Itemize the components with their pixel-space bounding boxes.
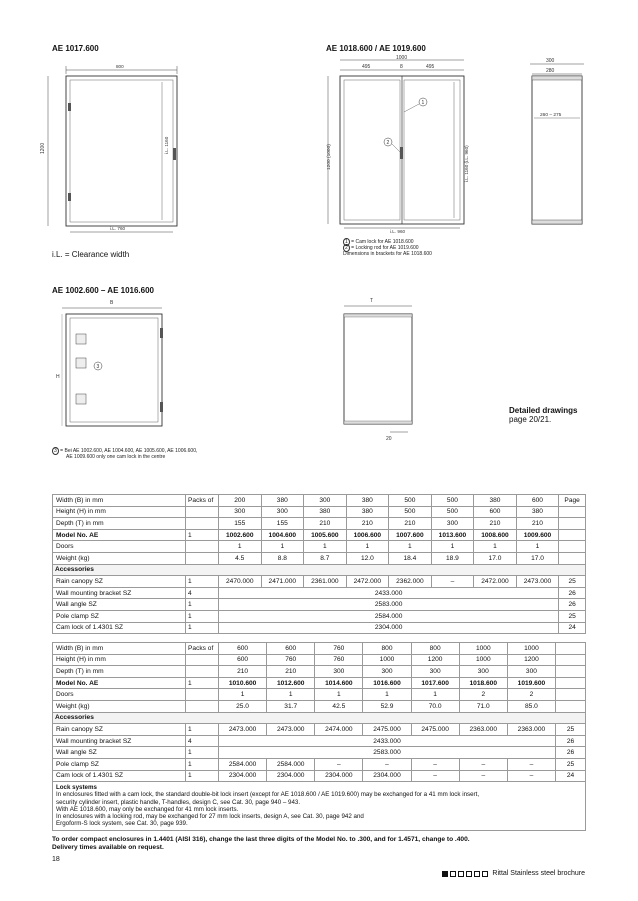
table-row: Pole clamp SZ 1 2584.000 25 xyxy=(53,610,586,622)
table-row: Wall angle SZ 1 2583.000 26 xyxy=(53,747,586,759)
square-icon xyxy=(450,871,456,877)
dim-right: 495 xyxy=(426,64,435,70)
square-icon xyxy=(466,871,472,877)
notes-right xyxy=(343,239,432,258)
dim-t: T xyxy=(370,298,374,304)
dim-height: 1200 (1000) xyxy=(327,144,332,170)
table-row: Height (H) in mm 600 760 760 1000 1200 1000 1200 xyxy=(53,654,586,666)
lock-line: In enclosures with a locking rod, may be exchanged for 27 mm lock inserts, design A, see Cat. 30, page 942 and xyxy=(56,813,364,821)
drawing-ae-1017-front xyxy=(40,58,190,238)
marker-2: 2 xyxy=(386,140,390,146)
drawing-ae-1002-front xyxy=(40,298,170,438)
table-row: Rain canopy SZ 1 2473.000 2473.000 2474.000 2475.000 2475.000 2363.000 2363.000 25 xyxy=(53,724,586,736)
square-icon xyxy=(482,871,488,877)
spec-table-2: Width (B) in mm Packs of 600 600 760 800 800 1000 1000 Height (H) in mm 600 760 760 1000 1200 1000 1200 Depth (T) in mm 210 210 300 300 300 300 300 Model No. AE 1 1010.600 1012.600 1014.600 1016.600 1017.600 1018.600 1019.600 Doors 1 1 1 1 1 2 2 Weight (kg) 25.0 31.7 42.5 52.9 70.0 71.0 85.0 Accessories Rain canopy SZ 1 2473.000 2473.000 2474.000 2475.000 2475.000 2363.000 2363.000 25 Wall mounting bracket SZ 4 2433.000 26 Wall angle SZ 1 2583.000 26 Pole clamp SZ 1 2584.000 2584.000 – – – – – 25 Cam lock of 1.4301 SZ 1 2304.000 2304.000 2304.000 2304.000 – – – 24 xyxy=(52,642,586,782)
dim-il-height: i.L. 1160 (i.L. 960) xyxy=(464,145,469,182)
drawing-side-small xyxy=(330,296,420,446)
table-row: Wall mounting bracket SZ 4 2433.000 26 xyxy=(53,735,586,747)
table-row: Wall mounting bracket SZ 4 2433.000 26 xyxy=(53,587,586,599)
heading-ae-1002-1016: AE 1002.600 – AE 1016.600 xyxy=(52,286,155,295)
marker-1: 1 xyxy=(421,100,425,106)
detailed-drawings: Detailed drawings page 20/21. xyxy=(509,406,578,424)
table-row: Model No. AE 1 1010.600 1012.600 1014.600 1016.600 1017.600 1018.600 1019.600 xyxy=(53,677,586,689)
brand-footer xyxy=(442,870,585,877)
table-row: Cam lock of 1.4301 SZ 1 2304.000 24 xyxy=(53,622,586,634)
lock-systems-box xyxy=(52,781,586,831)
dim-total: 1000 xyxy=(396,55,408,61)
brand-label: Rittal Stainless steel brochure xyxy=(492,870,585,877)
lock-line: Ergoform-S lock system, see Cat. 30, page 939. xyxy=(56,820,188,828)
table-row: Depth (T) in mm 210 210 300 300 300 300 300 xyxy=(53,666,586,678)
heading-ae-1018-1019: AE 1018.600 / AE 1019.600 xyxy=(326,44,426,53)
heading-ae-1017: AE 1017.600 xyxy=(52,44,99,53)
spec-table-1: Width (B) in mm Packs of 200 380 300 380 500 500 380 600 Page Height (H) in mm 300 300 380 380 500 500 600 380 Depth (T) in mm 155 155 210 210 210 300 210 210 Model No. AE 1 1002.600 1004.600 1005.600 1006.600 1007.600 1013.600 1008.600 1009.600 Doors 1 1 1 1 1 1 1 1 Weight (kg) 4.5 8.8 8.7 12.0 18.4 18.9 17.0 17.0 Accessories Rain canopy SZ 1 2470.000 2471.000 2361.000 2472.000 2362.000 – 2472.000 2473.000 25 Wall mounting bracket SZ 4 2433.000 26 Wall angle SZ 1 2583.000 26 Pole clamp SZ 1 2584.000 25 Cam lock of 1.4301 SZ 1 2304.000 24 xyxy=(52,494,586,634)
order-note: To order compact enclosures in 1.4401 (AISI 316), change the last three digits of the Model No. to .300, and for 1.4571, change to .400. xyxy=(52,836,470,843)
table-row: Pole clamp SZ 1 2584.000 2584.000 – – – – – 25 xyxy=(53,758,586,770)
table-row: Model No. AE 1 1002.600 1004.600 1005.600 1006.600 1007.600 1013.600 1008.600 1009.600 xyxy=(53,529,586,541)
note-cam-lock: 1 = Cam lock for AE 1018.600 xyxy=(345,239,414,245)
note-left-bottom: 3 = Bei AE 1002.600, AE 1004.600, AE 1005.600, AE 1006.600, AE 1009.600 only one cam lock in the centre xyxy=(54,448,198,461)
table-row: Doors 1 1 1 1 1 2 2 xyxy=(53,689,586,701)
dim-width: 800 xyxy=(116,64,124,69)
lock-line: In enclosures fitted with a cam lock, the standard double-bit lock insert (except for AE 1018.600 / AE 1019.600) may be exchanged for a 41 mm lock insert, xyxy=(56,791,480,799)
clearance-note: i.L. = Clearance width xyxy=(52,250,130,259)
table-row: Weight (kg) 25.0 31.7 42.5 52.9 70.0 71.0 85.0 xyxy=(53,700,586,712)
page-number: 18 xyxy=(52,856,60,863)
dim-depth-outer: 300 xyxy=(546,58,555,64)
note-locking-rod: 2 = Locking rod for AE 1019.600 xyxy=(345,245,419,252)
square-icon xyxy=(458,871,464,877)
table-row: Depth (T) in mm 155 155 210 210 210 300 210 210 xyxy=(53,518,586,530)
dim-il-height: i.L. 1160 xyxy=(164,136,169,154)
table-row: Doors 1 1 1 1 1 1 1 1 xyxy=(53,541,586,553)
dim-mid: 8 xyxy=(400,64,403,70)
square-icon xyxy=(474,871,480,877)
note-dimensions: Dimensions in brackets for AE 1018.600 xyxy=(343,251,432,258)
table-row: Rain canopy SZ 1 2470.000 2471.000 2361.000 2472.000 2362.000 – 2472.000 2473.000 25 xyxy=(53,576,586,588)
lock-line: With AE 1018.600, may only be exchanged for 41 mm lock inserts. xyxy=(56,805,239,813)
dim-height: 1200 xyxy=(40,142,46,154)
dim-il-width: i.L. 960 xyxy=(390,229,406,234)
table-row: Cam lock of 1.4301 SZ 1 2304.000 2304.000 2304.000 2304.000 – – – 24 xyxy=(53,770,586,782)
dim-h: H xyxy=(56,374,60,380)
dim-b: B xyxy=(110,300,114,306)
table-row: Weight (kg) 4.5 8.8 8.7 12.0 18.4 18.9 17.0 17.0 xyxy=(53,552,586,564)
dim-left: 495 xyxy=(362,64,371,70)
lock-systems-title: Lock systems xyxy=(56,784,97,791)
section-accessories: Accessories xyxy=(53,712,586,724)
drawing-side-view xyxy=(520,52,590,232)
dim-il-width: i.L. 760 xyxy=(110,226,126,231)
table-row: Wall angle SZ 1 2583.000 26 xyxy=(53,599,586,611)
marker-3: 3 xyxy=(96,364,100,370)
table-row: Height (H) in mm 300 300 380 380 500 500 600 380 xyxy=(53,506,586,518)
section-accessories: Accessories xyxy=(53,564,586,576)
dim-range: 260 – 275 xyxy=(540,113,562,118)
dim-d: 20 xyxy=(386,436,392,442)
drawing-ae-1018-front xyxy=(318,52,478,234)
delivery-note: Delivery times available on request. xyxy=(52,844,164,851)
dim-depth-inner: 280 xyxy=(546,68,555,74)
square-filled-icon xyxy=(442,871,448,877)
lock-line: security cylinder insert, plastic handle, T-handles, design C, see Cat. 30, page 940 – 943. xyxy=(56,798,301,806)
